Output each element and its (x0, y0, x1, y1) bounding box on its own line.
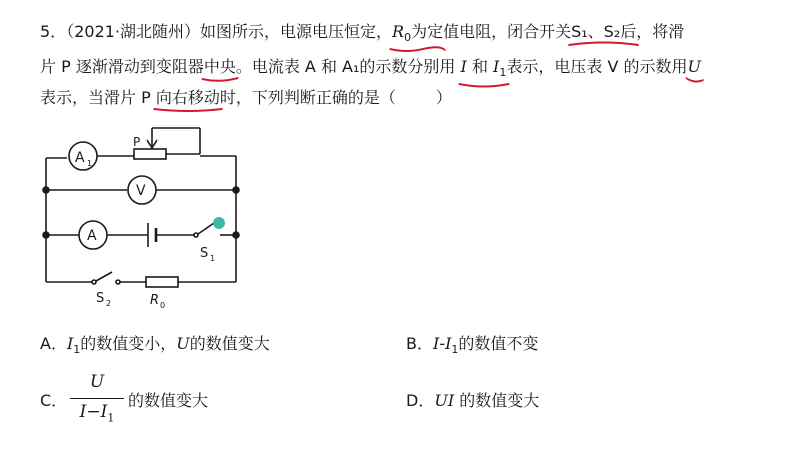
option-b-label: B． (406, 334, 433, 353)
option-d[interactable] (406, 391, 539, 411)
denominator-i: I (79, 402, 87, 422)
option-a-label: A． (40, 334, 67, 353)
underline-s1s2 (571, 22, 636, 42)
circuit-diagram (30, 122, 260, 314)
option-a[interactable] (40, 334, 270, 360)
option-c-fraction (70, 372, 124, 430)
option-d-expr: UI (434, 391, 455, 410)
and-text: 和 (471, 57, 488, 76)
switch-s1-blade (198, 223, 214, 234)
text-segment: ，将滑 (636, 22, 685, 41)
switch-s1-contact (194, 233, 198, 237)
underline-u (688, 57, 701, 77)
text-segment: 值电阻，闭合开关 (443, 22, 572, 41)
junction-dot (233, 187, 239, 193)
underline-r0 (392, 22, 443, 48)
r0-subscript: 0 (404, 31, 412, 45)
fraction-numerator: U (89, 372, 105, 392)
i-symbol: I (460, 57, 467, 76)
text-segment: 片 P 逐渐滑动到变阻器 (40, 57, 204, 76)
slider-p-label: P (133, 135, 141, 149)
r0-symbol: R (392, 22, 405, 41)
u-symbol: U (687, 57, 701, 76)
underline-i-and-i1 (461, 57, 507, 83)
text-segment: ） (435, 88, 452, 107)
i1-subscript: 1 (499, 66, 507, 80)
question-number: 5． (40, 22, 67, 41)
ammeter-a1-label: A (75, 150, 85, 166)
text-segment: 表示，电压表 V 的示数用 (506, 57, 688, 76)
option-a-text: 的数值变小， (80, 334, 177, 353)
text-segment: 时，下列判断正确的是（ (219, 88, 396, 107)
junction-dot (233, 232, 239, 238)
option-c-text: 的数值变大 (128, 391, 209, 410)
text-segment: 如图所示，电源电压恒定， (200, 22, 393, 41)
text-segment: 表示，当滑片 P (40, 88, 151, 107)
switch-s2-sub: 2 (106, 299, 112, 308)
ammeter-a1-sub: 1 (87, 159, 93, 168)
option-b-text: 的数值不变 (458, 334, 539, 353)
denominator-minus: − (86, 402, 101, 422)
option-a-u: U (176, 334, 190, 353)
switch-s2-blade (96, 272, 112, 281)
move-right-text: 向右移动 (155, 88, 220, 107)
text-segment: 为定 (411, 22, 444, 41)
denominator-i1-sub: 1 (107, 411, 115, 425)
option-a-i1: I (66, 334, 74, 353)
question-line-3 (40, 88, 452, 108)
ammeter-a-label: A (87, 228, 97, 244)
option-a-i1-sub: 1 (73, 343, 81, 357)
switch-s2-contact (116, 280, 120, 284)
underline-center (204, 57, 236, 77)
option-b-i: I (432, 334, 440, 353)
option-d-label: D． (406, 391, 435, 410)
resistor-r0-sub: 0 (160, 301, 166, 310)
fraction-bar (70, 398, 124, 399)
option-b[interactable] (406, 334, 538, 360)
question-line-2 (40, 57, 701, 83)
i1-symbol: I (493, 57, 500, 76)
switch-s1-sub: 1 (210, 254, 216, 263)
junction-dot (43, 187, 49, 193)
option-b-dash: - (439, 334, 446, 353)
question-source: （2021·湖北随州） (66, 22, 200, 41)
junction-dot (43, 232, 49, 238)
underline-move-right (156, 88, 220, 108)
center-text: 中央 (203, 57, 236, 76)
text-segment: 。电流表 A 和 A₁的示数分别用 (235, 57, 456, 76)
fraction-denominator (70, 402, 124, 424)
resistor-r0-label: R (150, 293, 160, 308)
switch-s1-label: S (200, 246, 209, 261)
rheostat (134, 149, 166, 159)
question-line-1 (40, 22, 684, 48)
switch-s2-contact (92, 280, 96, 284)
switches-text: S₁、S₂后 (571, 22, 637, 41)
option-b-i1: I (445, 334, 452, 353)
option-c-label[interactable]: C． (40, 391, 68, 410)
denominator-i1: I (100, 402, 108, 422)
option-b-i1-sub: 1 (451, 343, 459, 357)
switch-s2-label: S (96, 291, 105, 306)
option-a-text: 的数值变大 (189, 334, 270, 353)
option-d-text: 的数值变大 (459, 391, 540, 410)
voltmeter-label: V (136, 183, 146, 199)
resistor-r0 (146, 277, 178, 287)
cursor-dot (213, 217, 225, 229)
